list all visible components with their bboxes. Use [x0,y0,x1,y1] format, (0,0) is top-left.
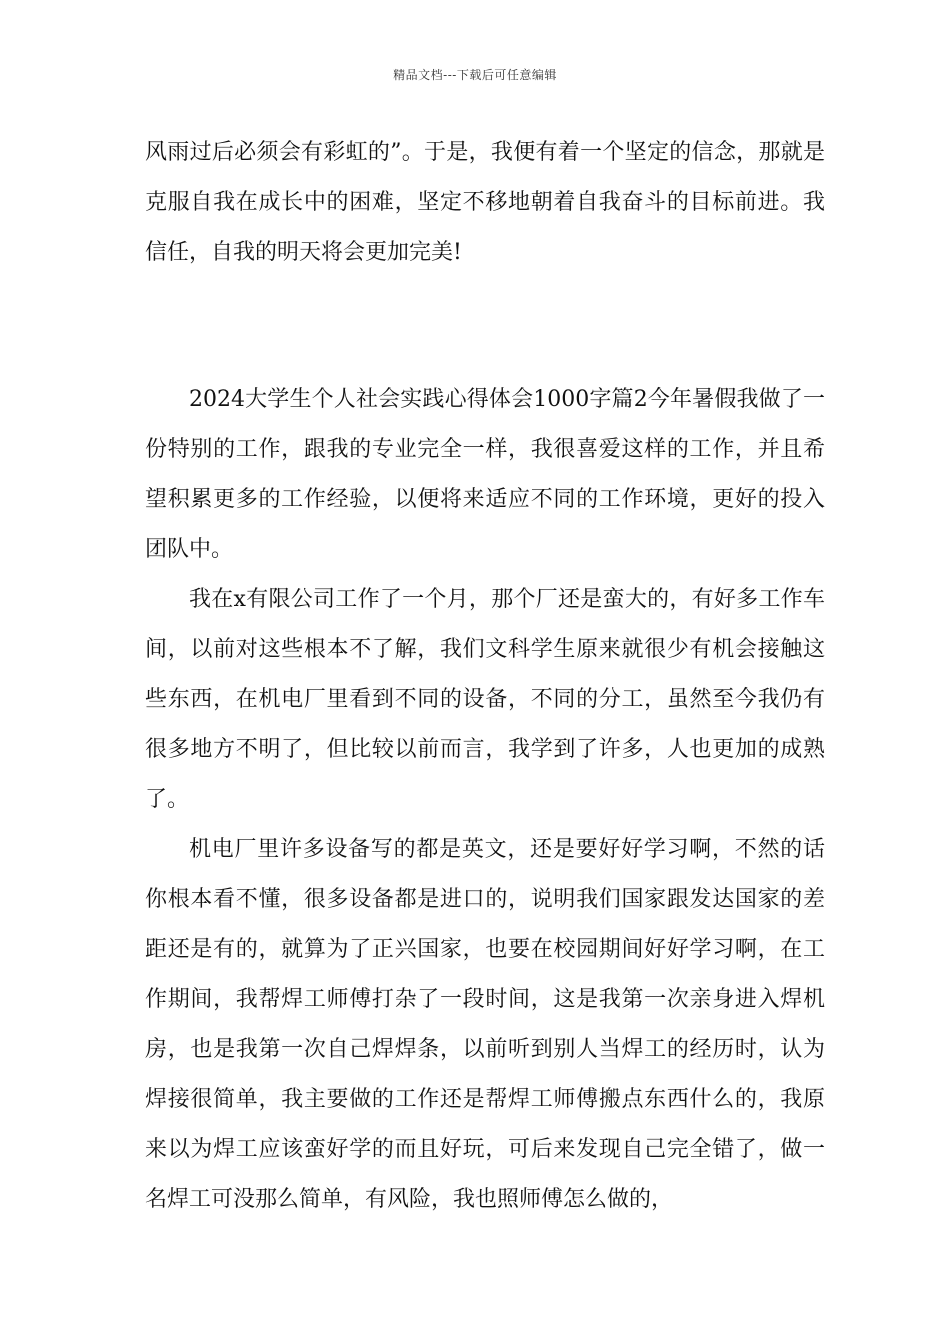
continuation-block [145,128,825,278]
running-header: 精品文档---下载后可任意编辑 [393,68,557,82]
paragraph-continuation: 风雨过后必须会有彩虹的”。于是，我便有着一个坚定的信念，那就是克服自我在成长中的困难，坚定不移地朝着自我奋斗的目标前进。我信任，自我的明天将会更加完美! [145,140,825,265]
paragraph-essay-title-intro: 2024大学生个人社会实践心得体会1000字篇2今年暑假我做了一份特别的工作，跟我的专业完全一样，我很喜爱这样的工作，并且希望积累更多的工作经验，以便将来适应不同的工作环境，更好的投入团队中。 [145,387,825,562]
paragraph-company-work: 我在x有限公司工作了一个月，那个厂还是蛮大的，有好多工作车间，以前对这些根本不了解，我们文科学生原来就很少有机会接触这些东西，在机电厂里看到不同的设备，不同的分工，虽然至今我仍有很多地方不明了，但比较以前而言，我学到了许多，人也更加的成熟了。 [145,587,825,812]
essay-block [145,375,825,1225]
paragraph-welding-experience: 机电厂里许多设备写的都是英文，还是要好好学习啊，不然的话你根本看不懂，很多设备都是进口的，说明我们国家跟发达国家的差距还是有的，就算为了正兴国家，也要在校园期间好好学习啊，在工作期间，我帮焊工师傅打杂了一段时间，这是我第一次亲身进入焊机房，也是我第一次自己焊焊条，以前听到别人当焊工的经历时，认为焊接很简单，我主要做的工作还是帮焊工师傅搬点东西什么的，我原来以为焊工应该蛮好学的而且好玩，可后来发现自己完全错了，做一名焊工可没那么简单，有风险，我也照师傅怎么做的， [145,837,825,1212]
